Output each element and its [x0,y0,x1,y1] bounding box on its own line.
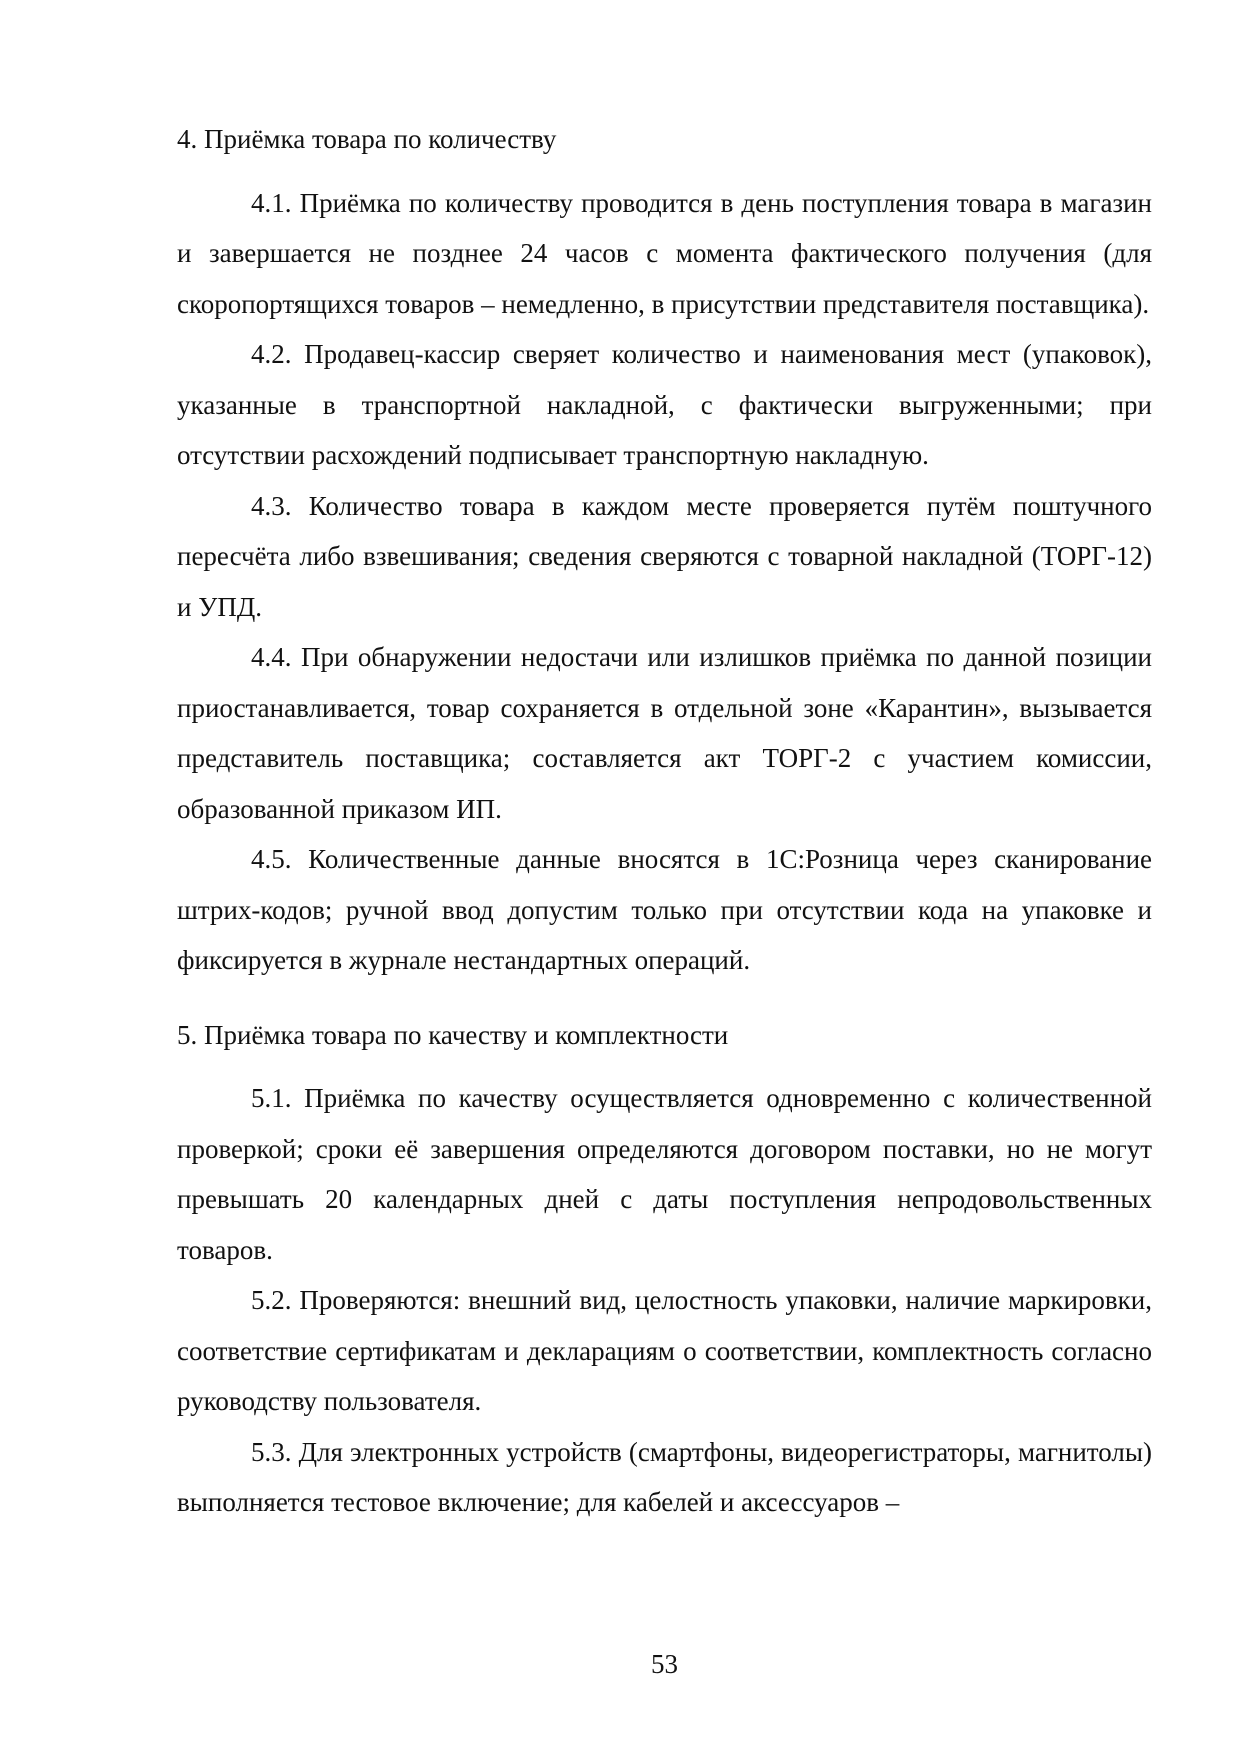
paragraph-4-5: 4.5. Количественные данные вносятся в 1С:Розница через сканирование штрих-кодов; ручной ввод допустим только при отсутствии кода на упаковке и фиксируется в журнале нестандартных операций. [177,844,1152,975]
section-heading-5: 5. Приёмка товара по качеству и комплектности [177,1019,729,1050]
section-heading-4: 4. Приёмка товара по количеству [177,124,557,154]
paragraph-4-3: 4.3. Количество товара в каждом месте проверяется путём поштучного пересчёта либо взвешивания; сведения сверяются с товарной накладной (ТОРГ-12) и УПД. [177,490,1152,622]
paragraph-5-1: 5.1. Приёмка по качеству осуществляется одновременно с количественной проверкой; сроки её завершения определяются договором поставки, но не могут превышать 20 календарных дней с даты поступления непродовольственных товаров. [177,1083,1152,1265]
page-number: 53 [651,1649,678,1679]
paragraph-4-1: 4.1. Приёмка по количеству проводится в день поступления товара в магазин и завершается не позднее 24 часов с момента фактического получения (для скоропортящихся товаров – немедленно, в присутствии представителя поставщика). [177,187,1152,319]
paragraph-5-2: 5.2. Проверяются: внешний вид, целостность упаковки, наличие маркировки, соответствие сертификатам и декларациям о соответствии, комплектность согласно руководству пользователя. [177,1285,1152,1416]
paragraph-5-3: 5.3. Для электронных устройств (смартфоны, видеорегистраторы, магнитолы) выполняется тестовое включение; для кабелей и аксессуаров – [177,1436,1152,1517]
page-body [177,114,1152,1528]
paragraph-4-2: 4.2. Продавец-кассир сверяет количество и наименования мест (упаковок), указанные в транспортной накладной, с фактически выгруженными; при отсутствии расхождений подписывает транспортную накладную. [177,339,1152,470]
paragraph-4-4: 4.4. При обнаружении недостачи или излишков приёмка по данной позиции приостанавливается, товар сохраняется в отдельной зоне «Карантин», вызывается представитель поставщика; составляется акт ТОРГ-2 с участием комиссии, образованной приказом ИП. [177,642,1152,824]
